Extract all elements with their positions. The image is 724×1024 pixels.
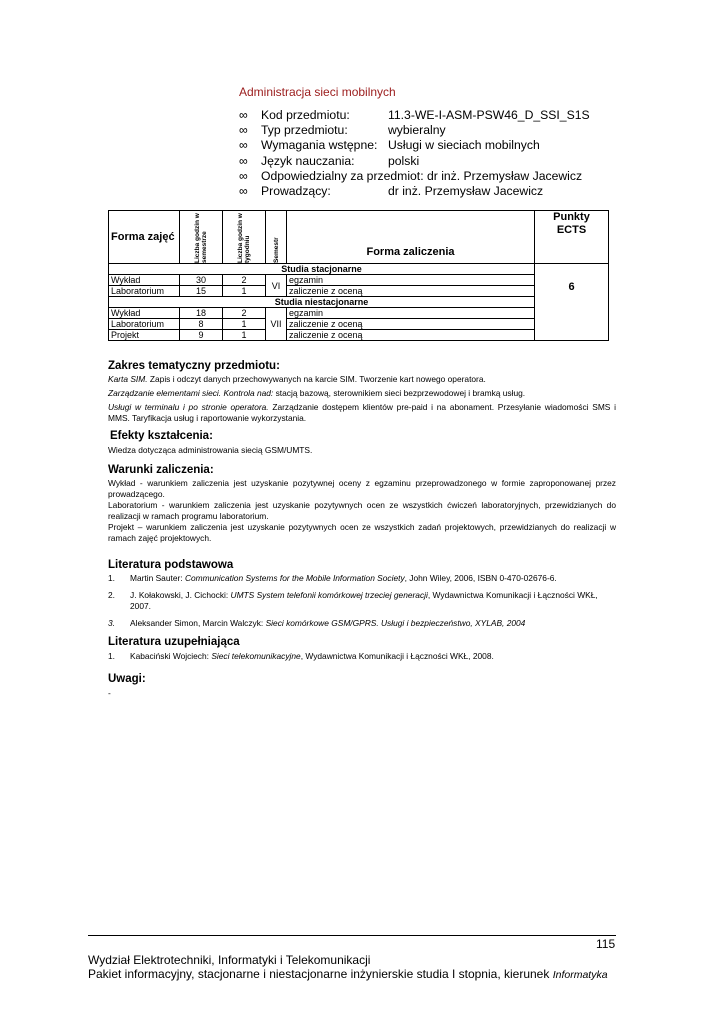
- header-hours-week: Liczba godzin w tygodniu: [237, 213, 251, 263]
- list-item: 2. J. Kołakowski, J. Cichocki: UMTS System telefonii komórkowej trzeciej generacji, Wydawnictwa Komunikacji i Łączności WKŁ, 2007.: [108, 590, 598, 611]
- bullet-icon: ∞: [239, 168, 248, 183]
- page-number: 115: [596, 937, 616, 951]
- info-lecturer: ∞ Prowadzący: dr inż. Przemysław Jacewicz: [239, 184, 544, 199]
- table-row: Projekt 9 1 zaliczenie z oceną: [109, 330, 609, 341]
- bullet-icon: ∞: [239, 123, 248, 138]
- course-info-list: [239, 108, 590, 199]
- bullet-icon: ∞: [239, 138, 248, 153]
- lit-podst-list: [108, 573, 616, 635]
- header-ects: Punkty ECTS: [535, 211, 609, 264]
- footer-divider: [88, 935, 616, 936]
- table-row: Laboratorium 8 1 zaliczenie z oceną: [109, 319, 609, 330]
- table-group-row: [109, 297, 609, 308]
- semester-stac: VI: [266, 275, 287, 297]
- zakres-p3: Usługi w terminalu i po stronie operatora. Zarządzanie dostępem klientów pre-paid i na abonament. Przesyłanie wiadomości SMS i MMS. Taryfikacja usług i raportowanie wykorzystania.: [108, 402, 616, 423]
- group-niestacjonarne: Studia niestacjonarne: [109, 297, 535, 308]
- list-item: 1. Kabaciński Wojciech: Sieci telekomunikacyjne, Wydawnictwa Komunikacji i Łączności WKŁ, 2008.: [108, 651, 494, 661]
- header-zaliczenie: Forma zaliczenia: [287, 211, 535, 264]
- list-item: 3. Aleksander Simon, Marcin Walczyk: Sieci komórkowe GSM/GPRS. Usługi i bezpieczeństwo, XYLAB, 2004: [108, 618, 526, 628]
- uwagi-heading: Uwagi:: [108, 673, 146, 685]
- zakres-heading: Zakres tematyczny przedmiotu:: [108, 360, 280, 372]
- header-semester: Semestr: [272, 237, 280, 263]
- lit-uzup-heading: Literatura uzupełniająca: [108, 636, 240, 648]
- header-forma: Forma zajęć: [109, 211, 180, 264]
- zakres-p2: Zarządzanie elementami sieci. Kontrola nad: stacją bazową, sterownikiem sieci bezprzewodowej i bramką usług.: [108, 388, 526, 398]
- course-table: [108, 210, 609, 341]
- course-title: Administracja sieci mobilnych: [239, 85, 396, 99]
- warunki-p2: Laboratorium - warunkiem zaliczenia jest uzyskanie pozytywnych ocen ze wszystkich ćwiczeń laboratoryjnych, przewidzianych do realizacji w ramach programu laboratorium.: [108, 500, 616, 521]
- table-row: Wykład 18 2 VII egzamin: [109, 308, 609, 319]
- header-hours-semester: Liczba godzin w semestrze: [194, 213, 208, 263]
- bullet-icon: ∞: [239, 153, 248, 168]
- info-requirements: ∞ Wymagania wstępne: Usługi w sieciach mobilnych: [239, 138, 540, 153]
- warunki-heading: Warunki zaliczenia:: [108, 464, 214, 476]
- uwagi-text: -: [108, 688, 111, 698]
- lit-uzup-list: [108, 651, 616, 668]
- info-language: ∞ Język nauczania: polski: [239, 153, 420, 168]
- efekty-heading: Efekty kształcenia:: [110, 430, 213, 442]
- footer-line1: Wydział Elektrotechniki, Informatyki i Telekomunikacji: [88, 953, 371, 967]
- efekty-text: Wiedza dotycząca administrowania siecią GSM/UMTS.: [108, 445, 313, 455]
- semester-niestac: VII: [266, 308, 287, 341]
- bullet-icon: ∞: [239, 184, 248, 199]
- warunki-p1: Wykład - warunkiem zaliczenia jest uzyskanie pozytywnej oceny z egzaminu przeprowadzonego w formie zaproponowanej przez prowadzącego.: [108, 478, 616, 499]
- info-code: ∞ Kod przedmiotu: 11.3-WE-I-ASM-PSW46_D_SSI_S1S: [239, 108, 590, 122]
- ects-value: 6: [535, 264, 609, 341]
- table-group-row: [109, 264, 609, 275]
- list-item: 1. Martin Sauter: Communication Systems for the Mobile Information Society, John Wiley, 2006, ISBN 0-470-02676-6.: [108, 573, 557, 583]
- table-row: Laboratorium 15 1 zaliczenie z oceną: [109, 286, 609, 297]
- table-row: Wykład 30 2 VI egzamin: [109, 275, 609, 286]
- info-responsible: ∞ Odpowiedzialny za przedmiot: dr inż. Przemysław Jacewicz: [239, 168, 583, 183]
- lit-podst-heading: Literatura podstawowa: [108, 559, 234, 571]
- group-stacjonarne: Studia stacjonarne: [109, 264, 535, 275]
- bullet-icon: ∞: [239, 108, 248, 122]
- warunki-p3: Projekt – warunkiem zaliczenia jest uzyskanie pozytywnych ocen ze wszystkich zadań projektowych, przewidzianych do realizacji w ramach zajęć projektowych.: [108, 522, 616, 543]
- info-type: ∞ Typ przedmiotu: wybieralny: [239, 123, 446, 138]
- table-header: [109, 211, 609, 264]
- zakres-p1: Karta SIM. Zapis i odczyt danych przechowywanych na karcie SIM. Tworzenie kart nowego operatora.: [108, 374, 486, 384]
- footer-line2: Pakiet informacyjny, stacjonarne i niestacjonarne inżynierskie studia I stopnia, kierunek Informatyka: [88, 967, 608, 981]
